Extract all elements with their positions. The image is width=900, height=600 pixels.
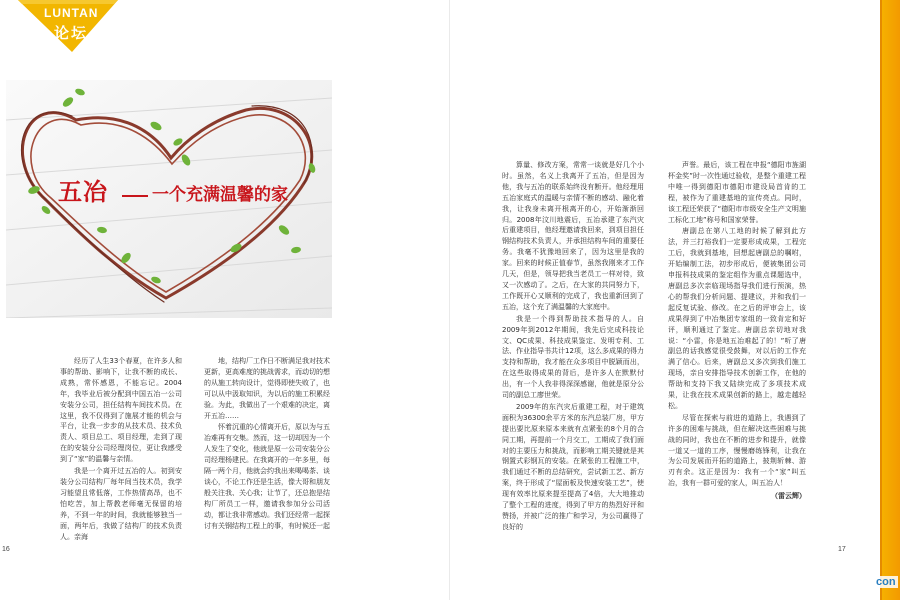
paragraph: 我是一个离开过五冶的人。初到安装分公司结构厂每年间当技术员，我学习能望且常低落，工作热情高昂，也不怕吃苦，加上帮教老师毫无保留的培养，不到一年的时间，我就能够独当一面，两年后，我做了结构厂的技术负责人。亲海 bbox=[60, 467, 182, 541]
page-number-left: 16 bbox=[2, 546, 10, 553]
paragraph: 2009年的东汽灾后重建工程，对于建筑面积为36300余平方米的东汽总装厂房，甲方提出要比原来原本来就有点紧张的8个月的合同工期，再提前一个月交工，工期成了我们面对的主要压力和挑战，而影响工期关键就是其钢置式彩钢瓦的安装。在紧张的工程施工中，我们通过不断的总结研究，尝试新工艺、新方案，终于形成了“屋面板及快速安装工艺”，使现有效率比原来提至提高了4倍，大大地推动了整个工程的进度，得到了甲方的热烈好评和赞扬，并被广泛的推广和学习，为公司赢得了良好的 bbox=[502, 402, 644, 531]
paragraph: 地，结构厂工作日不断满足我对技术更新，更高难度的挑战需求，而动切的想的从施工转向设计，觉得即使失败了，也可以从中汲取知识，为以后的施工积累经验。为此，我做出了一个艰难的决定，离开五冶…… bbox=[204, 357, 330, 420]
right-page bbox=[450, 0, 900, 600]
headline-subtitle: 一个充满温馨的家 bbox=[152, 185, 288, 205]
paragraph: 声誉。最后，该工程在申报“德阳市旌湖杯金奖”时一次性通过验收，是整个重建工程中唯一得到德阳市德阳市建设局首肯的工程，被作为了重建基地的宣传亮点。同时，该工程还荣获了“德阳市市级安全生产文明施工标化工地”称号和国家荣誉。 bbox=[668, 161, 806, 224]
text-column-3 bbox=[502, 160, 644, 534]
paragraph: 唐副总在第八工地的时候了解到此方法，并三打裕我们一定要形成成果，工程完工后，我就到基地，回想起唐副总的嘱咐，开始编制工法，初步形成后，便被集团公司申报科技成果的鉴定组作为重点课题选中，唐副总多次亲临现场指导我们进行预演，热心的帮我们分析问题、提建议，并和我们一起反复试验、修改。在之后的评审会上，该成果得到了中冶集团专家组的一致肯定和好评，顺利通过了鉴定。唐副总亲切地对我说：“小雷，你是地五冶难起了的！”听了唐副总的话我感觉很受鼓舞，对以后的工作充满了信心。后来，唐副总又多次到我们施工现场，亲自安排指导技术创新工作，在他的帮助和支持下我又陆续完成了多项技术成果，让我在技术成果创新的路上，越走越轻松。 bbox=[668, 227, 806, 410]
tab-label-cn: 论坛 bbox=[54, 24, 89, 42]
paragraph: 算量、修改方案，常常一谈就是好几个小时。虽然，名义上我离开了五冶，但是因为他，我与五冶的联系始终没有断开。他经理用五冶家庭式的温暖与亲情不断的感动、融化着我，让我身未离开根离开的心，开始渐渐回归。2008年汶川地震后，五冶承建了东汽灾后重建项目，他经理邀请我回来，到项目担任钢结构技术负责人，并承担结构车间的重要任务。我毫不犹豫地回来了，因为这里是我的家。回来的时候正值春节，虽然我刚来才工作几天，但是，领导把我当老员工一样对待，致又一次感动了。之后，在大家的共同努力下，工作既开心又顺利的完成了，我也重新回到了五冶，这个充了满温馨的大家庭中。 bbox=[502, 161, 644, 311]
author-signature: （雷云辉） bbox=[771, 492, 806, 501]
text-column-4 bbox=[668, 160, 806, 503]
paragraph: 尽管在探索与前进的道路上，我遇到了许多的困难与挑战，但在解决这些困难与挑战的同时，我也在不断的进步和提升，就像一道又一道的工序，慢慢磨练锋利，让我在为公司发展而开拓的道路上，披荆斩棘、游刃有余。这正是因为：我有一个“家”叫五冶，我有一群可爱的家人，叫五冶人！ bbox=[668, 413, 806, 488]
section-tab bbox=[18, 0, 118, 52]
paragraph: 经历了人生33个春夏，在许多人和事的帮助、影响下，让我不断的成长、成熟，常怀感恩，不能忘记。2004年，我毕业后被分配到中国五冶一公司安装分公司，担任结构车间技术员。在这里，我不仅得到了施展才能的机会与平台，让我一步步的从技术员、技术负责人、项目总工、项目经理，走到了现在的安装分公司经理岗位，更让我感受到了“家”的温馨与亲情。 bbox=[60, 357, 182, 464]
tab-label-en: LUNTAN bbox=[44, 6, 99, 20]
edge-band-line bbox=[880, 0, 882, 600]
article-headline bbox=[58, 172, 288, 207]
page-number-right: 17 bbox=[838, 546, 846, 553]
headline-dash bbox=[122, 195, 148, 197]
paragraph: 我是一个得到帮助技术指导的人。自2009年到2012年期间，我先后完成科技论文、QC成果、科技成果鉴定、发明专利、工法、作业指导书共计12项，这么多成果的得力支持和帮助，我才能在众多项目中脱颖而出，在这些取得成果的背后，是许多人在默默付出，有一个人我非得深深感谢，他就是原分公司的副总工廖世荣。 bbox=[502, 314, 644, 400]
edge-color-band bbox=[880, 0, 900, 600]
text-column-2 bbox=[204, 356, 330, 533]
paragraph: 怀着沉重的心情离开后，原以为与五冶难再有交集。然而，这一切却因为一个人发生了变化，他就是原一公司安装分公司经理杨建民。在我离开的一年多里，每隔一两个月，他就会约我出来喝喝茶、谈谈心，不论工作还是生活，像大哥和朋友般关注我、关心我；让节了，还总抱是结构厂所员工一样，邀请我参加分公司活动，都让我非常感动。我们还经常一起探讨有关钢结构工程上的事，有时候还一起 bbox=[204, 423, 330, 530]
headline-org: 五冶 bbox=[58, 178, 108, 206]
text-column-1 bbox=[60, 356, 182, 543]
corner-watermark-text: con bbox=[876, 576, 896, 588]
